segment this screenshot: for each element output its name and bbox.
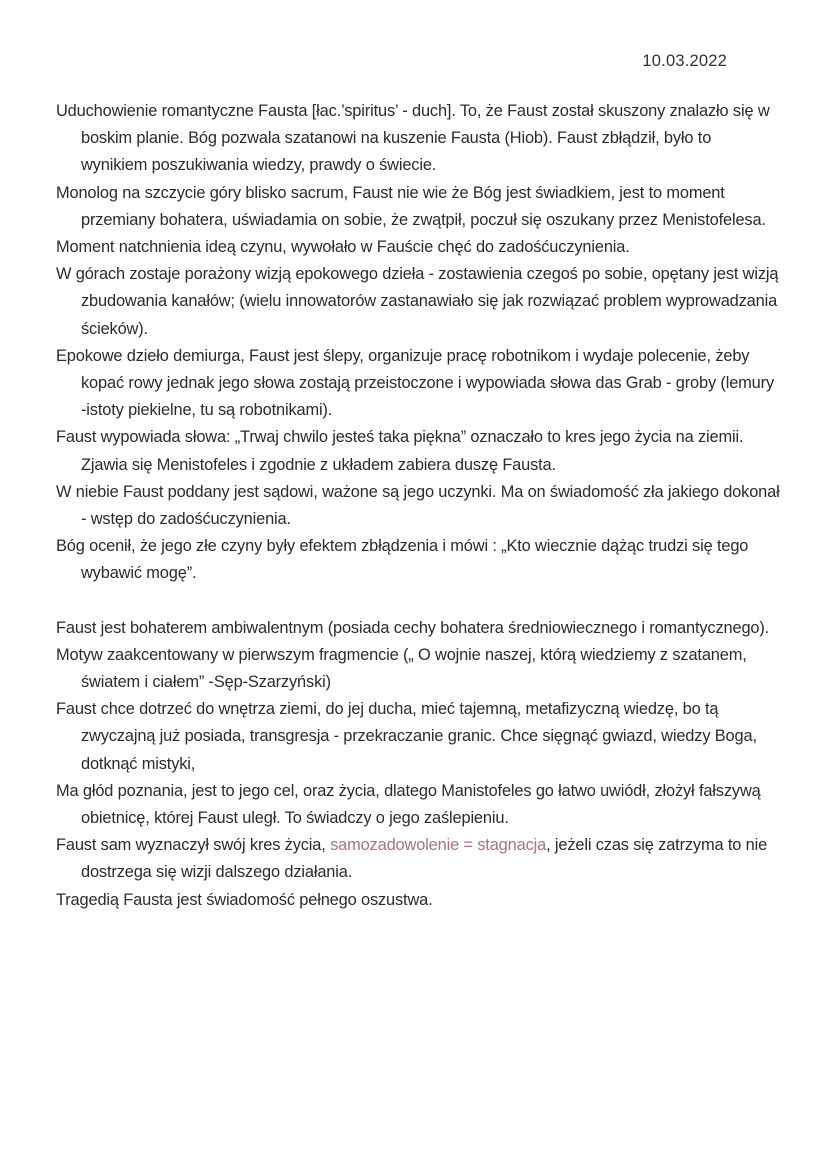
note-paragraph: Faust wypowiada słowa: „Trwaj chwilo jesteś taka piękna” oznaczało to kres jego życia na ziemii. Zjawia się Menistofeles i zgodnie z układem zabiera duszę Fausta. xyxy=(56,428,744,474)
notes-body xyxy=(56,98,780,914)
note-paragraph: Uduchowienie romantyczne Fausta [łac.’spiritus’ - duch]. To, że Faust został skuszony znalazło się w boskim planie. Bóg pozwala szatanowi na kuszenie Fausta (Hiob). Faust zbłądził, było to wynikiem poszukiwania wiedzy, prawdy o świecie. xyxy=(56,102,770,175)
note-paragraph: W górach zostaje porażony wizją epokowego dzieła - zostawienia czegoś po sobie, opętany jest wizją zbudowania kanałów; (wielu innowatorów zastanawiało się jak rozwiązać problem wyprowadzania ścieków). xyxy=(56,265,779,338)
note-paragraph: Monolog na szczycie góry blisko sacrum, Faust nie wie że Bóg jest świadkiem, jest to moment przemiany bohatera, uświadamia on sobie, że zwątpił, poczuł się oszukany przez Menistofelesa. xyxy=(56,183,766,229)
stagnation-text-after: , jeżeli czas się zatrzyma to nie dostrzega się wizji dalszego działania. xyxy=(81,836,768,882)
note-paragraph: Epokowe dzieło demiurga, Faust jest ślepy, organizuje pracę robotnikom i wydaje polecenie, żeby kopać rowy jednak jego słowa zostają przeistoczone i wypowiada słowa das Grab - groby (lemury -istoty piekielne, tu są robotnikami). xyxy=(56,346,775,420)
note-paragraph: Faust jest bohaterem ambiwalentnym (posiada cechy bohatera średniowiecznego i romantycznego). xyxy=(56,618,770,637)
final-paragraph: Tragedią Fausta jest świadomość pełnego oszustwa. xyxy=(56,890,433,909)
note-paragraph: Faust chce dotrzeć do wnętrza ziemi, do jej ducha, mieć tajemną, metafizyczną wiedzę, bo tą zwyczajną już posiada, transgresja - przekraczanie granic. Chce sięgnąć gwiazd, wiedzy Boga, dotknąć mistyki, xyxy=(56,700,757,773)
stagnation-text-before: Faust sam wyznaczył swój kres życia, xyxy=(56,836,331,855)
section-divider xyxy=(56,588,780,615)
note-paragraph: Bóg ocenił, że jego złe czyny były efektem zbłądzenia i mówi : „Kto wiecznie dążąc trudzi się tego wybawić mogę”. xyxy=(56,537,749,583)
note-paragraph: W niebie Faust poddany jest sądowi, ważone są jego uczynki. Ma on świadomość zła jakiego dokonał - wstęp do zadośćuczynienia. xyxy=(56,482,780,529)
note-paragraph: Ma głód poznania, jest to jego cel, oraz życia, dlatego Manistofeles go łatwo uwiódł, złożył fałszywą obietnicę, której Faust uległ. To świadczy o jego zaślepieniu. xyxy=(56,781,761,828)
date-header: 10.03.2022 xyxy=(642,52,727,70)
note-paragraph: Motyw zaakcentowany w pierwszym fragmencie („ O wojnie naszej, którą wiedziemy z szatanem, światem i ciałem” -Sęp-Szarzyński) xyxy=(56,645,747,692)
stagnation-paragraph xyxy=(56,832,780,886)
highlighted-phrase: samozadowolenie = stagnacja xyxy=(330,836,547,855)
note-paragraph: Moment natchnienia ideą czynu, wywołało w Fauście chęć do zadośćuczynienia. xyxy=(56,238,630,257)
